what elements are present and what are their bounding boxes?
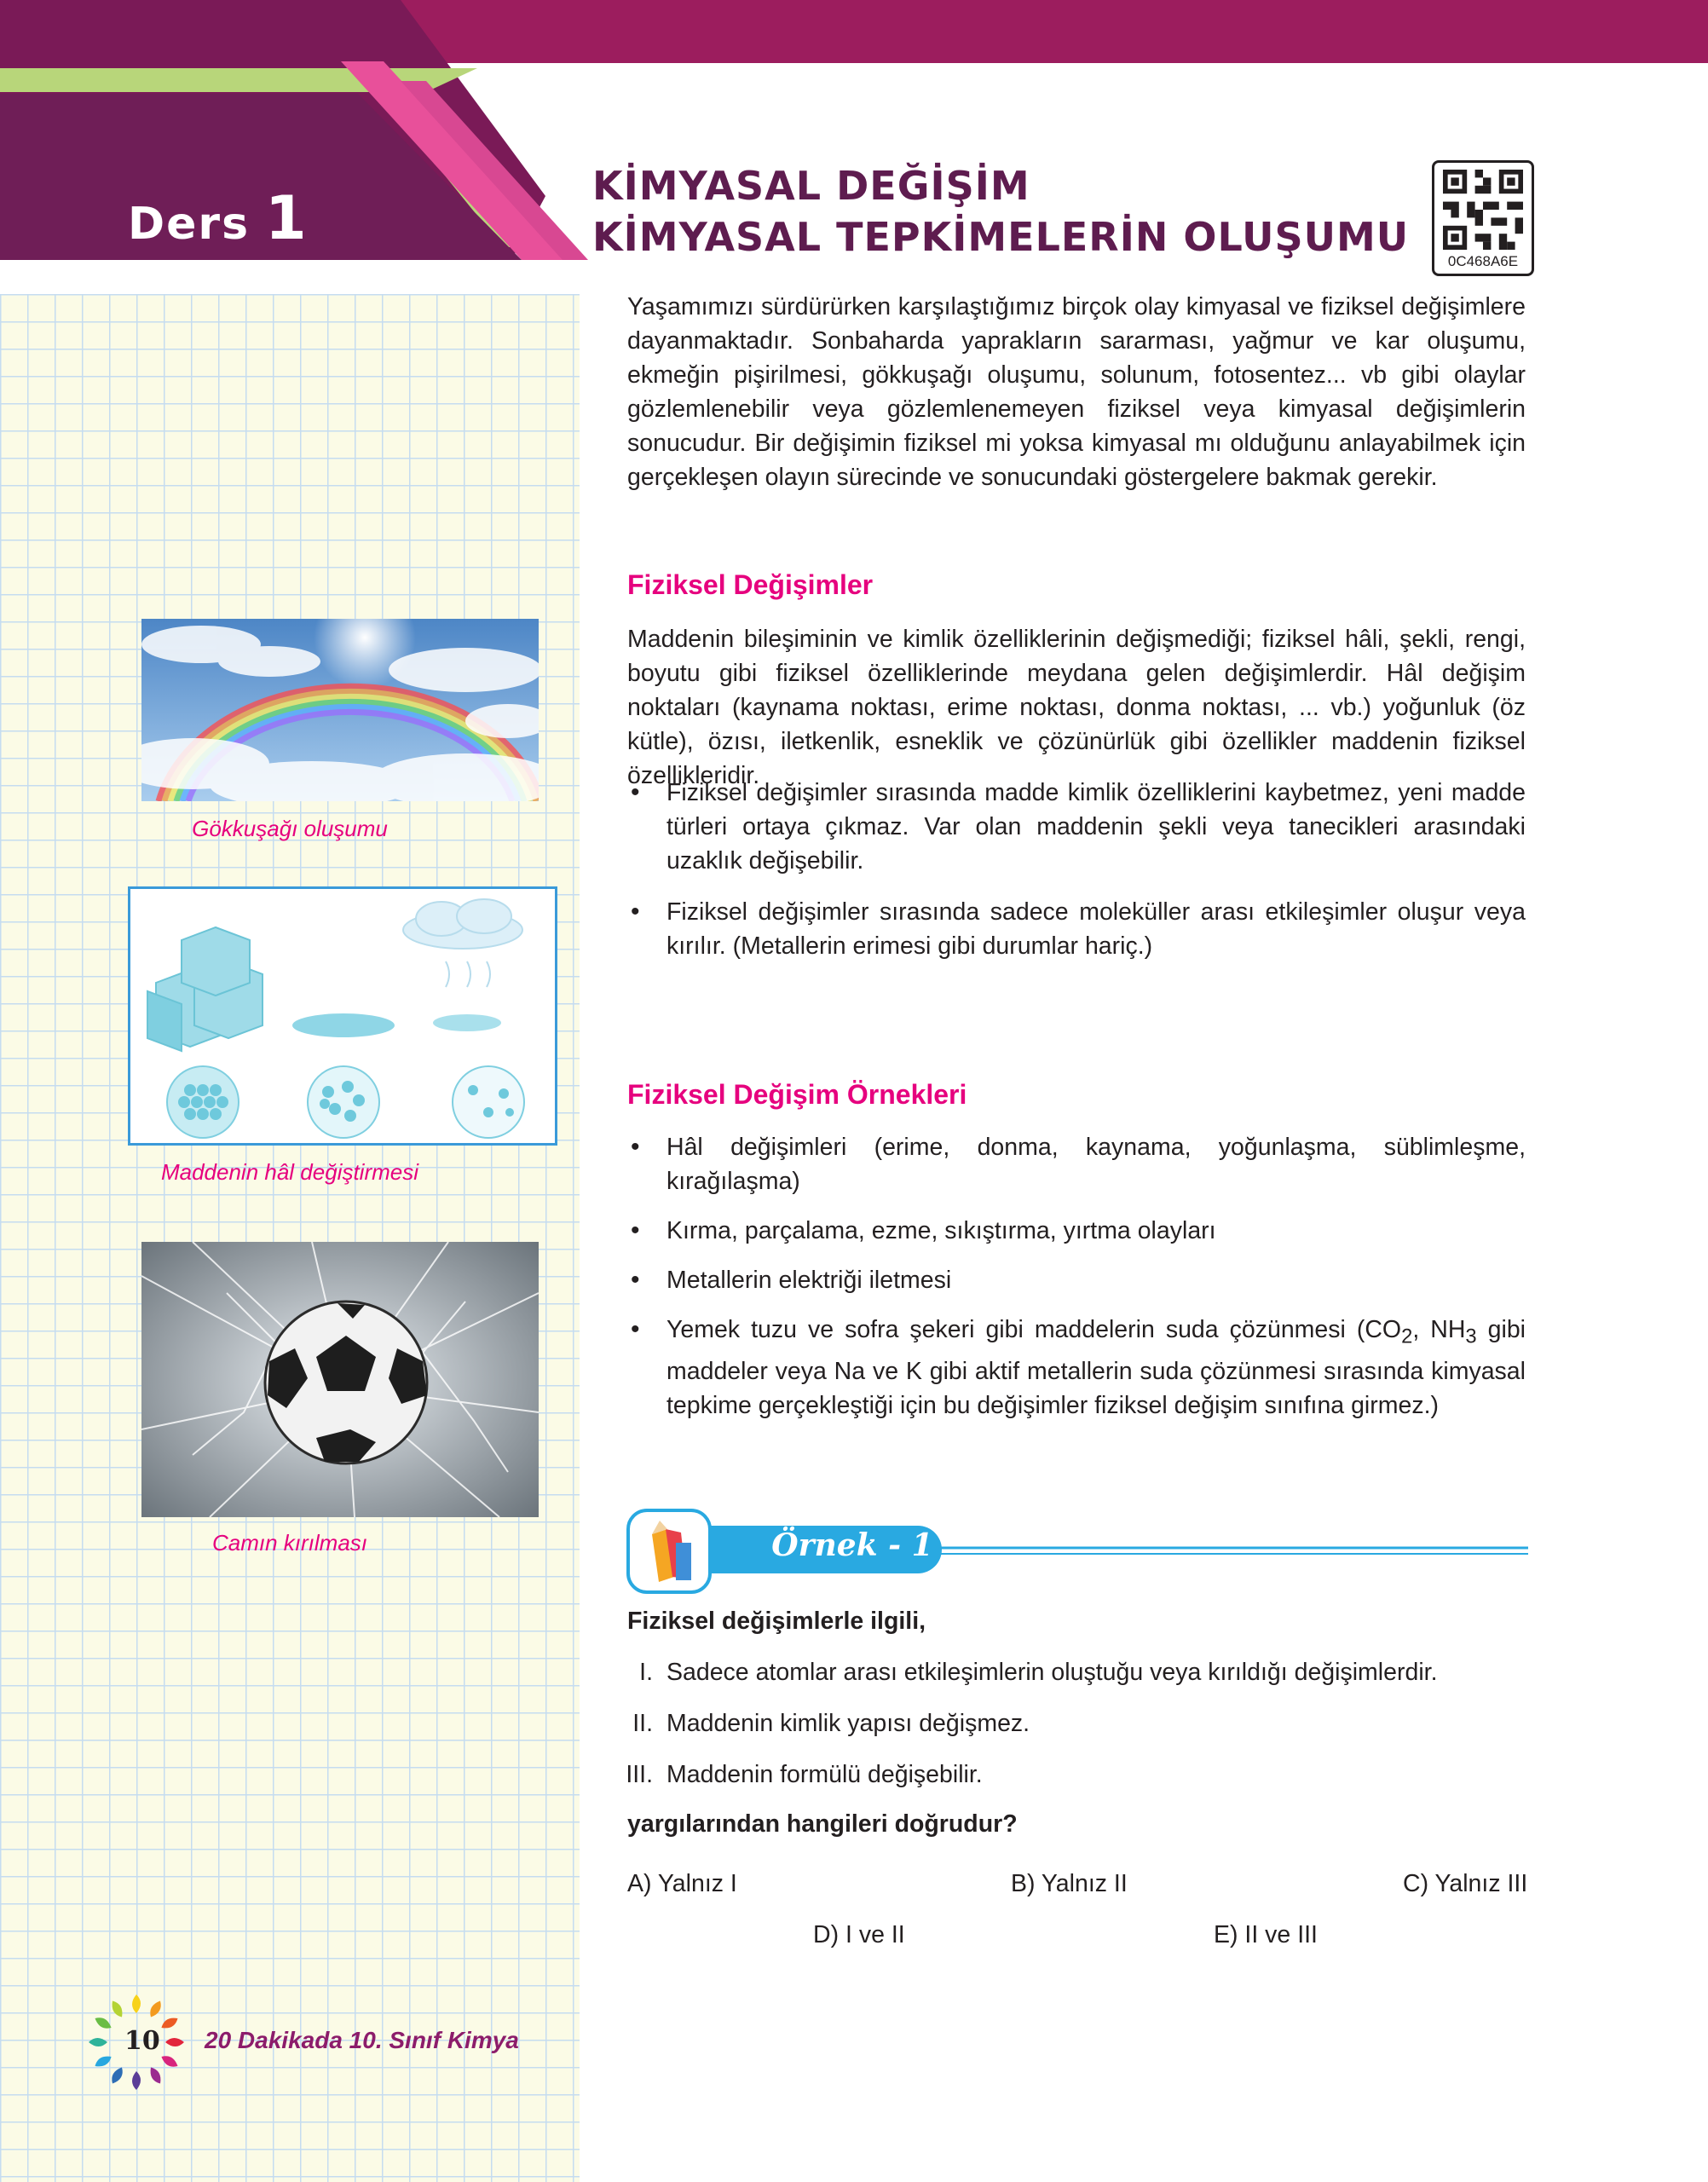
qr-code[interactable] xyxy=(1432,160,1534,276)
physical-changes-bullets xyxy=(627,776,1526,963)
page-number: 10 xyxy=(124,2026,160,2056)
question-prompt: yargılarından hangileri doğrudur? xyxy=(627,1810,1018,1838)
states-of-matter-image xyxy=(128,886,557,1146)
list-item: • Fiziksel değişimler sırasında sadece moleküller arası etkileşimler oluşur veya kırılır. (Metallerin erimesi gibi durumlar hariç.) xyxy=(627,895,1526,963)
title-line-2: KİMYASAL TEPKİMELERİN OLUŞUMU xyxy=(592,214,1410,260)
option-e[interactable]: E) II ve III xyxy=(1214,1921,1318,1948)
statement-number: III. xyxy=(626,1761,653,1788)
qr-code-label: 0C468A6E xyxy=(1447,253,1519,269)
option-d[interactable]: D) I ve II xyxy=(813,1921,905,1948)
statement-number: II. xyxy=(632,1710,653,1737)
caption-glass: Camın kırılması xyxy=(211,1530,368,1556)
examples-bullets xyxy=(627,1130,1526,1423)
caption-states: Maddenin hâl değiştirmesi xyxy=(160,1159,419,1185)
broken-glass-image xyxy=(141,1242,539,1517)
section-heading-examples: Fiziksel Değişim Örnekleri xyxy=(627,1079,967,1110)
list-item: • Hâl değişimleri (erime, donma, kaynama, yoğunlaşma, süblimleşme, kırağılaşma) xyxy=(627,1130,1526,1198)
option-c[interactable]: C) Yalnız III xyxy=(1403,1870,1528,1897)
physical-changes-paragraph: Maddenin bileşiminin ve kimlik özelliklerinin değişmediği; fiziksel hâli, şekli, rengi, boyutu gibi fiziksel özelliklerinde meydana gelen değişimlerdir. Hâl değişim noktaları (kaynama noktası, erime noktası, donma noktası, ... vb.) yoğunluk (öz kütle), özısı, iletkenlik, esneklik ve çözünürlük gibi özellikler maddenin fiziksel özellikleridir. xyxy=(627,626,1526,789)
statement-text: Maddenin kimlik yapısı değişmez. xyxy=(666,1710,1030,1737)
option-a[interactable]: A) Yalnız I xyxy=(627,1870,737,1897)
list-item: • Yemek tuzu ve sofra şekeri gibi maddelerin suda çözünmesi ($CO_2$, $NH_3$ gibi maddeler veya Na ve K gibi aktif metallerin suda çözünmesi sırasında kimyasal tepkime gerçekleştiği için bu değişimler fiziksel değişim sınıfına girmez.) xyxy=(627,1313,1526,1423)
option-b[interactable]: B) Yalnız II xyxy=(1011,1870,1128,1897)
list-item: • Fiziksel değişimler sırasında madde kimlik özelliklerini kaybetmez, yeni madde türleri ortaya çıkmaz. Var olan maddenin şekli veya tanecikleri arasındaki uzaklık değişebilir. xyxy=(627,776,1526,878)
example-label: Örnek - 1 xyxy=(771,1527,933,1563)
statement-number: I. xyxy=(639,1659,653,1686)
page-header xyxy=(0,0,1708,273)
page-title xyxy=(592,160,1409,263)
statement-text: Maddenin formülü değişebilir. xyxy=(666,1761,983,1788)
lesson-word: Ders xyxy=(128,199,251,250)
caption-rainbow: Gökkuşağı oluşumu xyxy=(192,816,388,841)
section-heading-physical-changes: Fiziksel Değişimler xyxy=(627,569,874,600)
title-line-1: KİMYASAL DEĞİŞİM xyxy=(592,163,1030,209)
list-item: • Kırma, parçalama, ezme, sıkıştırma, yırtma olayları xyxy=(627,1214,1526,1248)
grid-side-panel xyxy=(0,294,580,2182)
intro-paragraph: Yaşamımızı sürdürürken karşılaştığımız birçok olay kimyasal ve fiziksel değişimlere dayanmaktadır. Sonbaharda yaprakların sararması, yağmur ve kar oluşumu, ekmeğin pişirilmesi, gökkuşağı oluşumu, solunum, fotosentez... vb gibi olaylar gözlemlenebilir veya gözlemlenemeyen fiziksel veya kimyasal değişimlerin sonucudur. Bir değişimin fiziksel mi yoksa kimyasal mı olduğunu anlayabilmek için gerçekleşen olayın sürecinde ve sonucundaki göstergelere bakmak gerekir. xyxy=(627,293,1526,491)
rainbow-image xyxy=(141,619,539,801)
book-title: 20 Dakikada 10. Sınıf Kimya xyxy=(205,2027,519,2053)
statement-text: Sadece atomlar arası etkileşimlerin oluştuğu veya kırıldığı değişimlerdir. xyxy=(666,1659,1438,1686)
question-stem: Fiziksel değişimlerle ilgili, xyxy=(627,1608,926,1635)
lesson-number: 1 xyxy=(265,183,309,253)
lesson-label xyxy=(128,183,309,253)
list-item: • Metallerin elektriği iletmesi xyxy=(627,1263,1526,1297)
qr-code-icon xyxy=(1443,170,1523,250)
